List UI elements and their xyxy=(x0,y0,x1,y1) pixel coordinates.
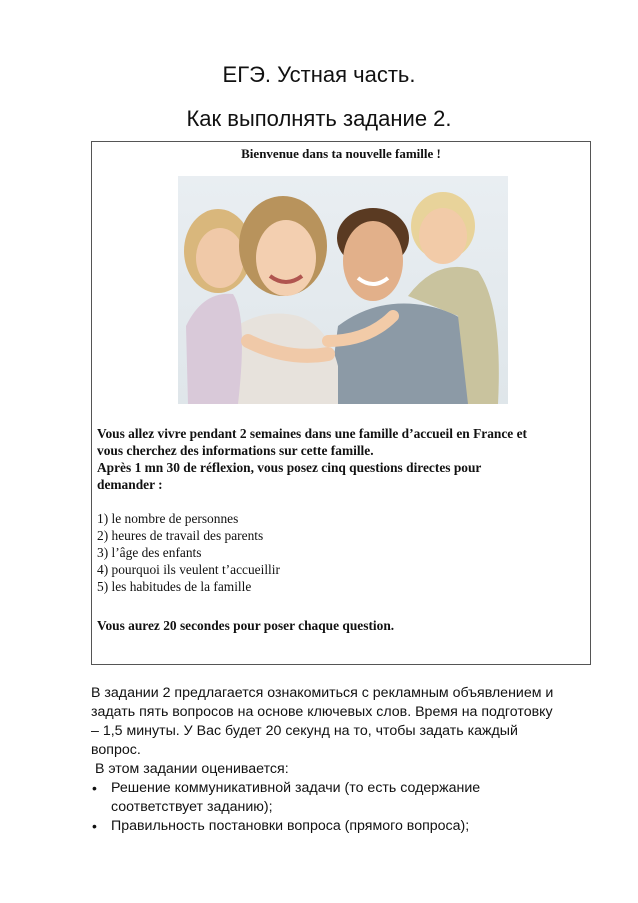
task-card xyxy=(91,141,591,665)
instructions xyxy=(91,684,601,836)
list-item: 1) le nombre de personnes xyxy=(97,511,239,526)
list-item: 3) l’âge des enfants xyxy=(97,545,202,560)
paragraph-line: – 1,5 минуты. У Вас будет 20 секунд на то, чтобы задать каждый xyxy=(91,723,518,739)
list-item: 5) les habitudes de la famille xyxy=(97,579,252,594)
criteria-item xyxy=(91,817,601,836)
bullet-icon: • xyxy=(92,818,97,834)
criteria-line: Решение коммуникативной задачи (то есть содержание xyxy=(111,780,481,796)
criteria-line: соответствует заданию); xyxy=(111,799,273,815)
paragraph-line: В задании 2 предлагается ознакомиться с рекламным объявлением и xyxy=(91,685,554,701)
intro-line: Après 1 mn 30 de réflexion, vous posez cinq questions directes pour xyxy=(97,460,482,475)
paragraph-line: задать пять вопросов на основе ключевых слов. Время на подготовку xyxy=(91,704,553,720)
paragraph-line: вопрос. xyxy=(91,742,141,758)
bullet-icon: • xyxy=(92,780,97,796)
family-photo xyxy=(178,176,508,404)
task-card-heading: Bienvenue dans ta nouvelle famille ! xyxy=(241,146,441,161)
criteria-item xyxy=(91,779,601,817)
criteria-line: Правильность постановки вопроса (прямого вопроса); xyxy=(111,818,470,834)
task-card-text xyxy=(97,425,587,634)
intro-line: vous cherchez des informations sur cette famille. xyxy=(97,443,374,458)
criteria-intro: В этом задании оценивается: xyxy=(91,761,289,777)
intro-line: demander : xyxy=(97,477,163,492)
page-subtitle: Как выполнять задание 2. xyxy=(186,106,452,131)
closing-line: Vous aurez 20 secondes pour poser chaque question. xyxy=(97,618,395,633)
list-item: 4) pourquoi ils veulent t’accueillir xyxy=(97,562,280,577)
criteria-list xyxy=(91,779,601,836)
page-title: ЕГЭ. Устная часть. xyxy=(222,62,416,87)
list-item: 2) heures de travail des parents xyxy=(97,528,264,543)
intro-line: Vous allez vivre pendant 2 semaines dans une famille d’accueil en France et xyxy=(97,426,527,441)
